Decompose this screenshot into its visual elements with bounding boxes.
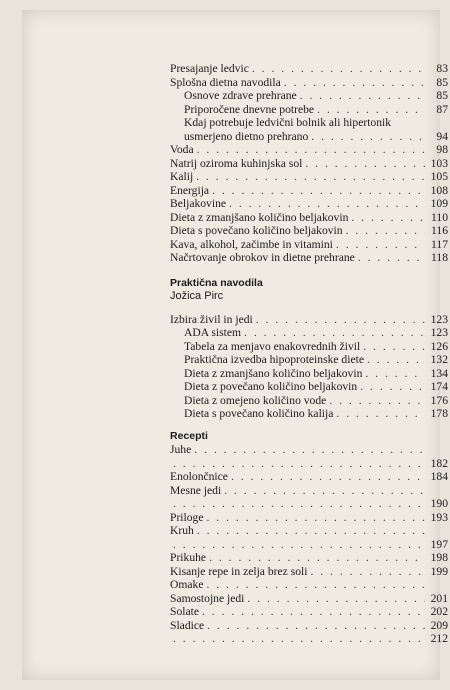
leader-dots	[173, 538, 425, 552]
leader-dots	[173, 457, 425, 471]
toc-entry-title: Juhe	[170, 443, 192, 456]
toc-entry-title: Izbira živil in jedi	[170, 312, 253, 326]
toc-entry-page: 209	[430, 618, 448, 632]
toc-entry-title-line: Kdaj potrebuje ledvični bolnik ali hipertonik	[184, 116, 392, 129]
toc-entry-title: Dieta s povečano količino beljakovin	[170, 224, 343, 237]
toc-entry-page: 202	[430, 605, 448, 618]
toc-entry-page: 87	[436, 102, 448, 116]
leader-dots	[317, 103, 425, 117]
toc-entry-title: Kisanje repe in zelja brez soli	[170, 564, 308, 578]
toc-entry-page: 85	[436, 89, 448, 102]
toc-entry-page: 110	[431, 210, 448, 224]
leader-dots	[202, 605, 425, 619]
toc-entry[interactable]	[170, 238, 448, 252]
leader-dots	[336, 238, 425, 252]
toc-entry-page: 98	[436, 143, 448, 156]
toc-entry[interactable]	[170, 551, 448, 565]
toc-entry-title: Omake	[170, 578, 204, 591]
toc-entry-page: 184	[430, 470, 448, 483]
toc-entry-title: Prikuhe	[170, 551, 207, 564]
leader-dots	[194, 443, 425, 457]
leader-dots	[351, 211, 425, 225]
toc-entry-page: 134	[430, 366, 448, 380]
toc-entry[interactable]	[170, 143, 448, 157]
toc-entry-page: 109	[430, 197, 448, 210]
toc-entry-page: 178	[430, 407, 448, 420]
toc-entry-title: Načrtovanje obrokov in dietne prehrane	[170, 251, 355, 264]
toc-entry[interactable]	[170, 578, 448, 592]
leader-dots	[358, 251, 425, 265]
leader-dots	[336, 407, 425, 421]
table-of-contents	[170, 62, 448, 646]
toc-entry-title: Natrij oziroma kuhinjska sol	[170, 156, 303, 170]
leader-dots	[346, 224, 425, 238]
toc-entry[interactable]	[170, 197, 448, 211]
leader-dots	[329, 394, 425, 408]
toc-entry-page: 103	[430, 156, 448, 170]
toc-entry-title: Osnove zdrave prehrane	[184, 89, 297, 102]
toc-entry-title: Dieta z povečano količino beljakovin	[184, 380, 358, 393]
leader-dots	[207, 619, 425, 633]
toc-entry[interactable]	[170, 380, 448, 394]
leader-dots	[300, 89, 425, 103]
leader-dots	[252, 62, 425, 76]
toc-entry[interactable]	[170, 443, 448, 457]
toc-entry[interactable]	[170, 313, 448, 327]
leader-dots	[229, 197, 425, 211]
toc-section-2	[170, 313, 448, 421]
leader-dots	[197, 524, 425, 538]
toc-entry-page: 118	[431, 251, 448, 264]
leader-dots	[224, 484, 425, 498]
toc-entry[interactable]	[170, 407, 448, 421]
toc-entry[interactable]	[170, 170, 448, 184]
toc-entry-title: Priloge	[170, 510, 204, 524]
toc-entry[interactable]	[170, 565, 448, 579]
section-heading: Praktična navodila	[170, 276, 263, 289]
toc-entry-title: Dieta z omejeno količino vode	[184, 393, 327, 407]
toc-entry-page: 123	[430, 326, 448, 339]
leader-dots	[360, 380, 425, 394]
toc-entry-page: 212	[430, 632, 448, 645]
leader-dots	[256, 313, 425, 327]
leader-dots	[363, 340, 425, 354]
toc-entry[interactable]	[170, 470, 448, 484]
toc-entry[interactable]	[170, 76, 448, 90]
toc-entry-page: 182	[430, 456, 448, 470]
toc-entry-page: 197	[430, 537, 448, 551]
toc-entry-title: Kava, alkohol, začimbe in vitamini	[170, 237, 333, 251]
toc-entry[interactable]	[170, 511, 448, 525]
toc-section-1	[170, 62, 448, 265]
leader-dots	[212, 184, 425, 198]
toc-entry-page: 132	[430, 353, 448, 366]
leader-dots	[247, 592, 425, 606]
leader-dots	[284, 76, 425, 90]
toc-entry-title: Presajanje ledvic	[170, 62, 249, 75]
toc-entry-title: ADA sistem	[184, 326, 242, 339]
toc-entry-title: Kalij	[170, 170, 194, 183]
toc-entry[interactable]	[170, 497, 448, 511]
toc-entry[interactable]	[170, 538, 448, 552]
toc-entry-page: 193	[430, 510, 448, 524]
toc-entry-page: 174	[430, 380, 448, 393]
toc-entry[interactable]	[170, 62, 448, 76]
toc-entry-title: Tabela za menjavo enakovrednih živil	[184, 339, 361, 353]
toc-entry-page: 94	[436, 129, 448, 143]
toc-entry-page: 190	[430, 497, 448, 510]
leader-dots	[173, 497, 425, 511]
leader-dots	[365, 367, 425, 381]
toc-entry[interactable]	[170, 251, 448, 265]
toc-entry-page: 123	[430, 312, 448, 326]
leader-dots	[310, 565, 425, 579]
section-heading: Recepti	[170, 429, 208, 442]
toc-entry[interactable]	[170, 184, 448, 198]
toc-entry-page: 126	[430, 339, 448, 353]
toc-entry-page: 83	[436, 62, 448, 75]
toc-entry-title: Dieta s povečano količino kalija	[184, 407, 334, 420]
toc-entry-title: Beljakovine	[170, 197, 227, 210]
toc-entry[interactable]	[170, 367, 448, 381]
leader-dots	[197, 143, 425, 157]
toc-entry-page: 85	[436, 75, 448, 89]
leader-dots	[196, 170, 425, 184]
toc-entry[interactable]	[170, 353, 448, 367]
toc-entry-page: 108	[430, 183, 448, 197]
toc-entry-page: 116	[431, 224, 448, 237]
toc-entry-title: Energija	[170, 183, 210, 197]
section-author: Jožica Pirc	[170, 290, 224, 302]
leader-dots	[305, 157, 425, 171]
toc-entry-title: Dieta z zmanjšano količino beljakovin	[170, 210, 349, 224]
toc-entry[interactable]	[170, 130, 448, 144]
toc-entry[interactable]	[170, 89, 448, 103]
leader-dots	[311, 130, 425, 144]
toc-entry-title: Sladice	[170, 618, 205, 632]
toc-entry-page: 176	[430, 393, 448, 407]
toc-entry-title: Splošna dietna navodila	[170, 75, 281, 89]
toc-entry-title: Priporočene dnevne potrebe	[184, 102, 315, 116]
toc-entry-title: Enolončnice	[170, 470, 228, 483]
toc-entry[interactable]	[170, 632, 448, 646]
toc-entry-title: usmerjeno dietno prehrano	[184, 129, 309, 143]
toc-entry-title: Solate	[170, 605, 199, 618]
leader-dots	[173, 632, 425, 646]
leader-dots	[206, 578, 425, 592]
toc-entry[interactable]	[170, 103, 448, 117]
toc-entry-page: 201	[430, 591, 448, 605]
toc-entry[interactable]	[170, 619, 448, 633]
toc-section-3	[170, 443, 448, 646]
leader-dots	[209, 551, 425, 565]
toc-entry[interactable]	[170, 484, 448, 498]
toc-entry-title: Voda	[170, 143, 194, 156]
toc-entry[interactable]	[170, 157, 448, 171]
toc-entry-title: Dieta z zmanjšano količino beljakovin	[184, 366, 363, 380]
toc-entry[interactable]	[170, 605, 448, 619]
toc-entry-page: 105	[430, 170, 448, 183]
leader-dots	[244, 326, 425, 340]
toc-entry[interactable]	[170, 224, 448, 238]
toc-entry-title: Mesne jedi	[170, 483, 222, 497]
toc-entry[interactable]	[170, 524, 448, 538]
toc-entry[interactable]	[170, 457, 448, 471]
leader-dots	[207, 511, 426, 525]
toc-entry-page: 198	[430, 551, 448, 564]
leader-dots	[367, 353, 425, 367]
toc-entry[interactable]	[170, 394, 448, 408]
toc-entry-title: Samostojne jedi	[170, 591, 245, 605]
toc-entry-page: 117	[431, 237, 448, 251]
toc-entry-title: Praktična izvedba hipoproteinske diete	[184, 353, 364, 366]
toc-entry[interactable]	[170, 340, 448, 354]
toc-entry[interactable]	[170, 592, 448, 606]
toc-entry-page: 199	[430, 564, 448, 578]
book-page	[22, 10, 448, 680]
leader-dots	[231, 470, 425, 484]
toc-entry-title: Kruh	[170, 524, 194, 537]
toc-entry[interactable]	[170, 211, 448, 225]
toc-entry[interactable]	[170, 326, 448, 340]
